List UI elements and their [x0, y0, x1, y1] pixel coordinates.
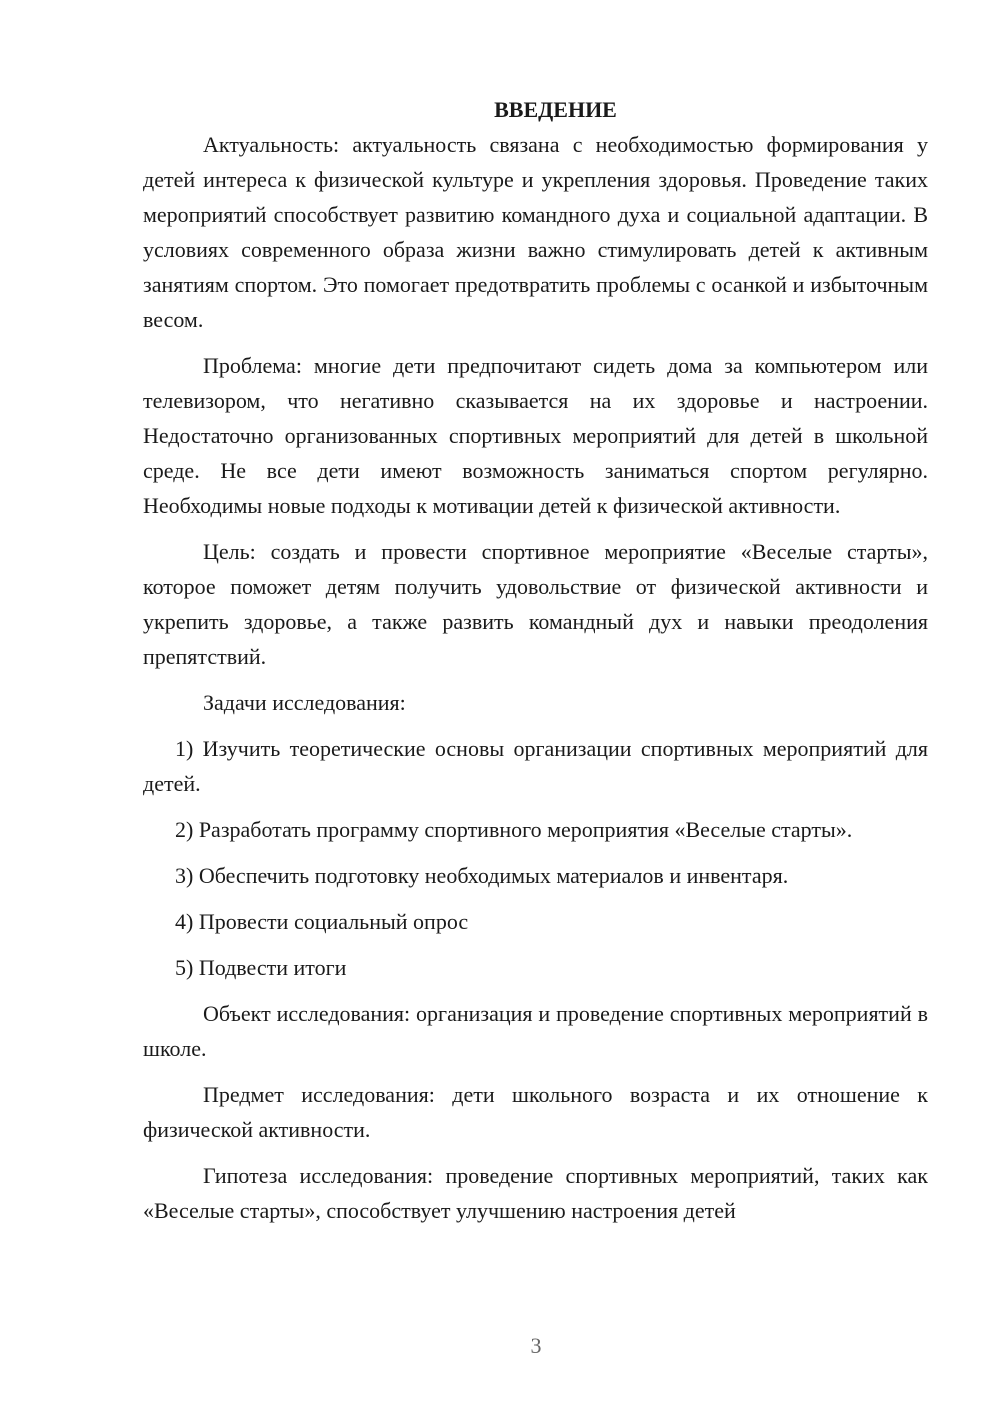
page-number: 3 [530, 1333, 542, 1358]
paragraph-subject: Предмет исследования: дети школьного возраста и их отношение к физической активности. [143, 1082, 928, 1142]
task-item-3: 3) Обеспечить подготовку необходимых материалов и инвентаря. [175, 863, 789, 888]
paragraph-relevance: Актуальность: актуальность связана с необходимостью формирования у детей интереса к физической культуре и укрепления здоровья. Проведение таких мероприятий способствует развитию командного духа и социальной адаптации. В условиях современного образа жизни важно стимулировать детей к активным занятиям спортом. Это помогает предотвратить проблемы с осанкой и избыточным весом. [143, 132, 928, 332]
page-title: ВВЕДЕНИЕ [494, 97, 617, 122]
document-page [143, 92, 928, 1228]
paragraph-hypothesis: Гипотеза исследования: проведение спортивных мероприятий, таких как «Веселые старты», способствует улучшению настроения детей [143, 1163, 928, 1223]
paragraph-tasks-heading: Задачи исследования: [203, 690, 406, 715]
paragraph-problem: Проблема: многие дети предпочитают сидеть дома за компьютером или телевизором, что негативно сказывается на их здоровье и настроении. Недостаточно организованных спортивных мероприятий для детей в школьной среде. Не все дети имеют возможность заниматься спортом регулярно. Необходимы новые подходы к мотивации детей к физической активности. [143, 353, 928, 518]
paragraph-goal: Цель: создать и провести спортивное мероприятие «Веселые старты», которое поможет детям получить удовольствие от физической активности и укрепить здоровье, а также развить командный дух и навыки преодоления препятствий. [143, 539, 928, 669]
task-item-1: 1) Изучить теоретические основы организации спортивных мероприятий для детей. [143, 736, 928, 796]
task-item-5: 5) Подвести итоги [175, 955, 347, 980]
paragraph-object: Объект исследования: организация и проведение спортивных мероприятий в школе. [143, 1001, 928, 1061]
task-item-4: 4) Провести социальный опрос [175, 909, 469, 934]
task-item-2: 2) Разработать программу спортивного мероприятия «Веселые старты». [175, 817, 853, 842]
